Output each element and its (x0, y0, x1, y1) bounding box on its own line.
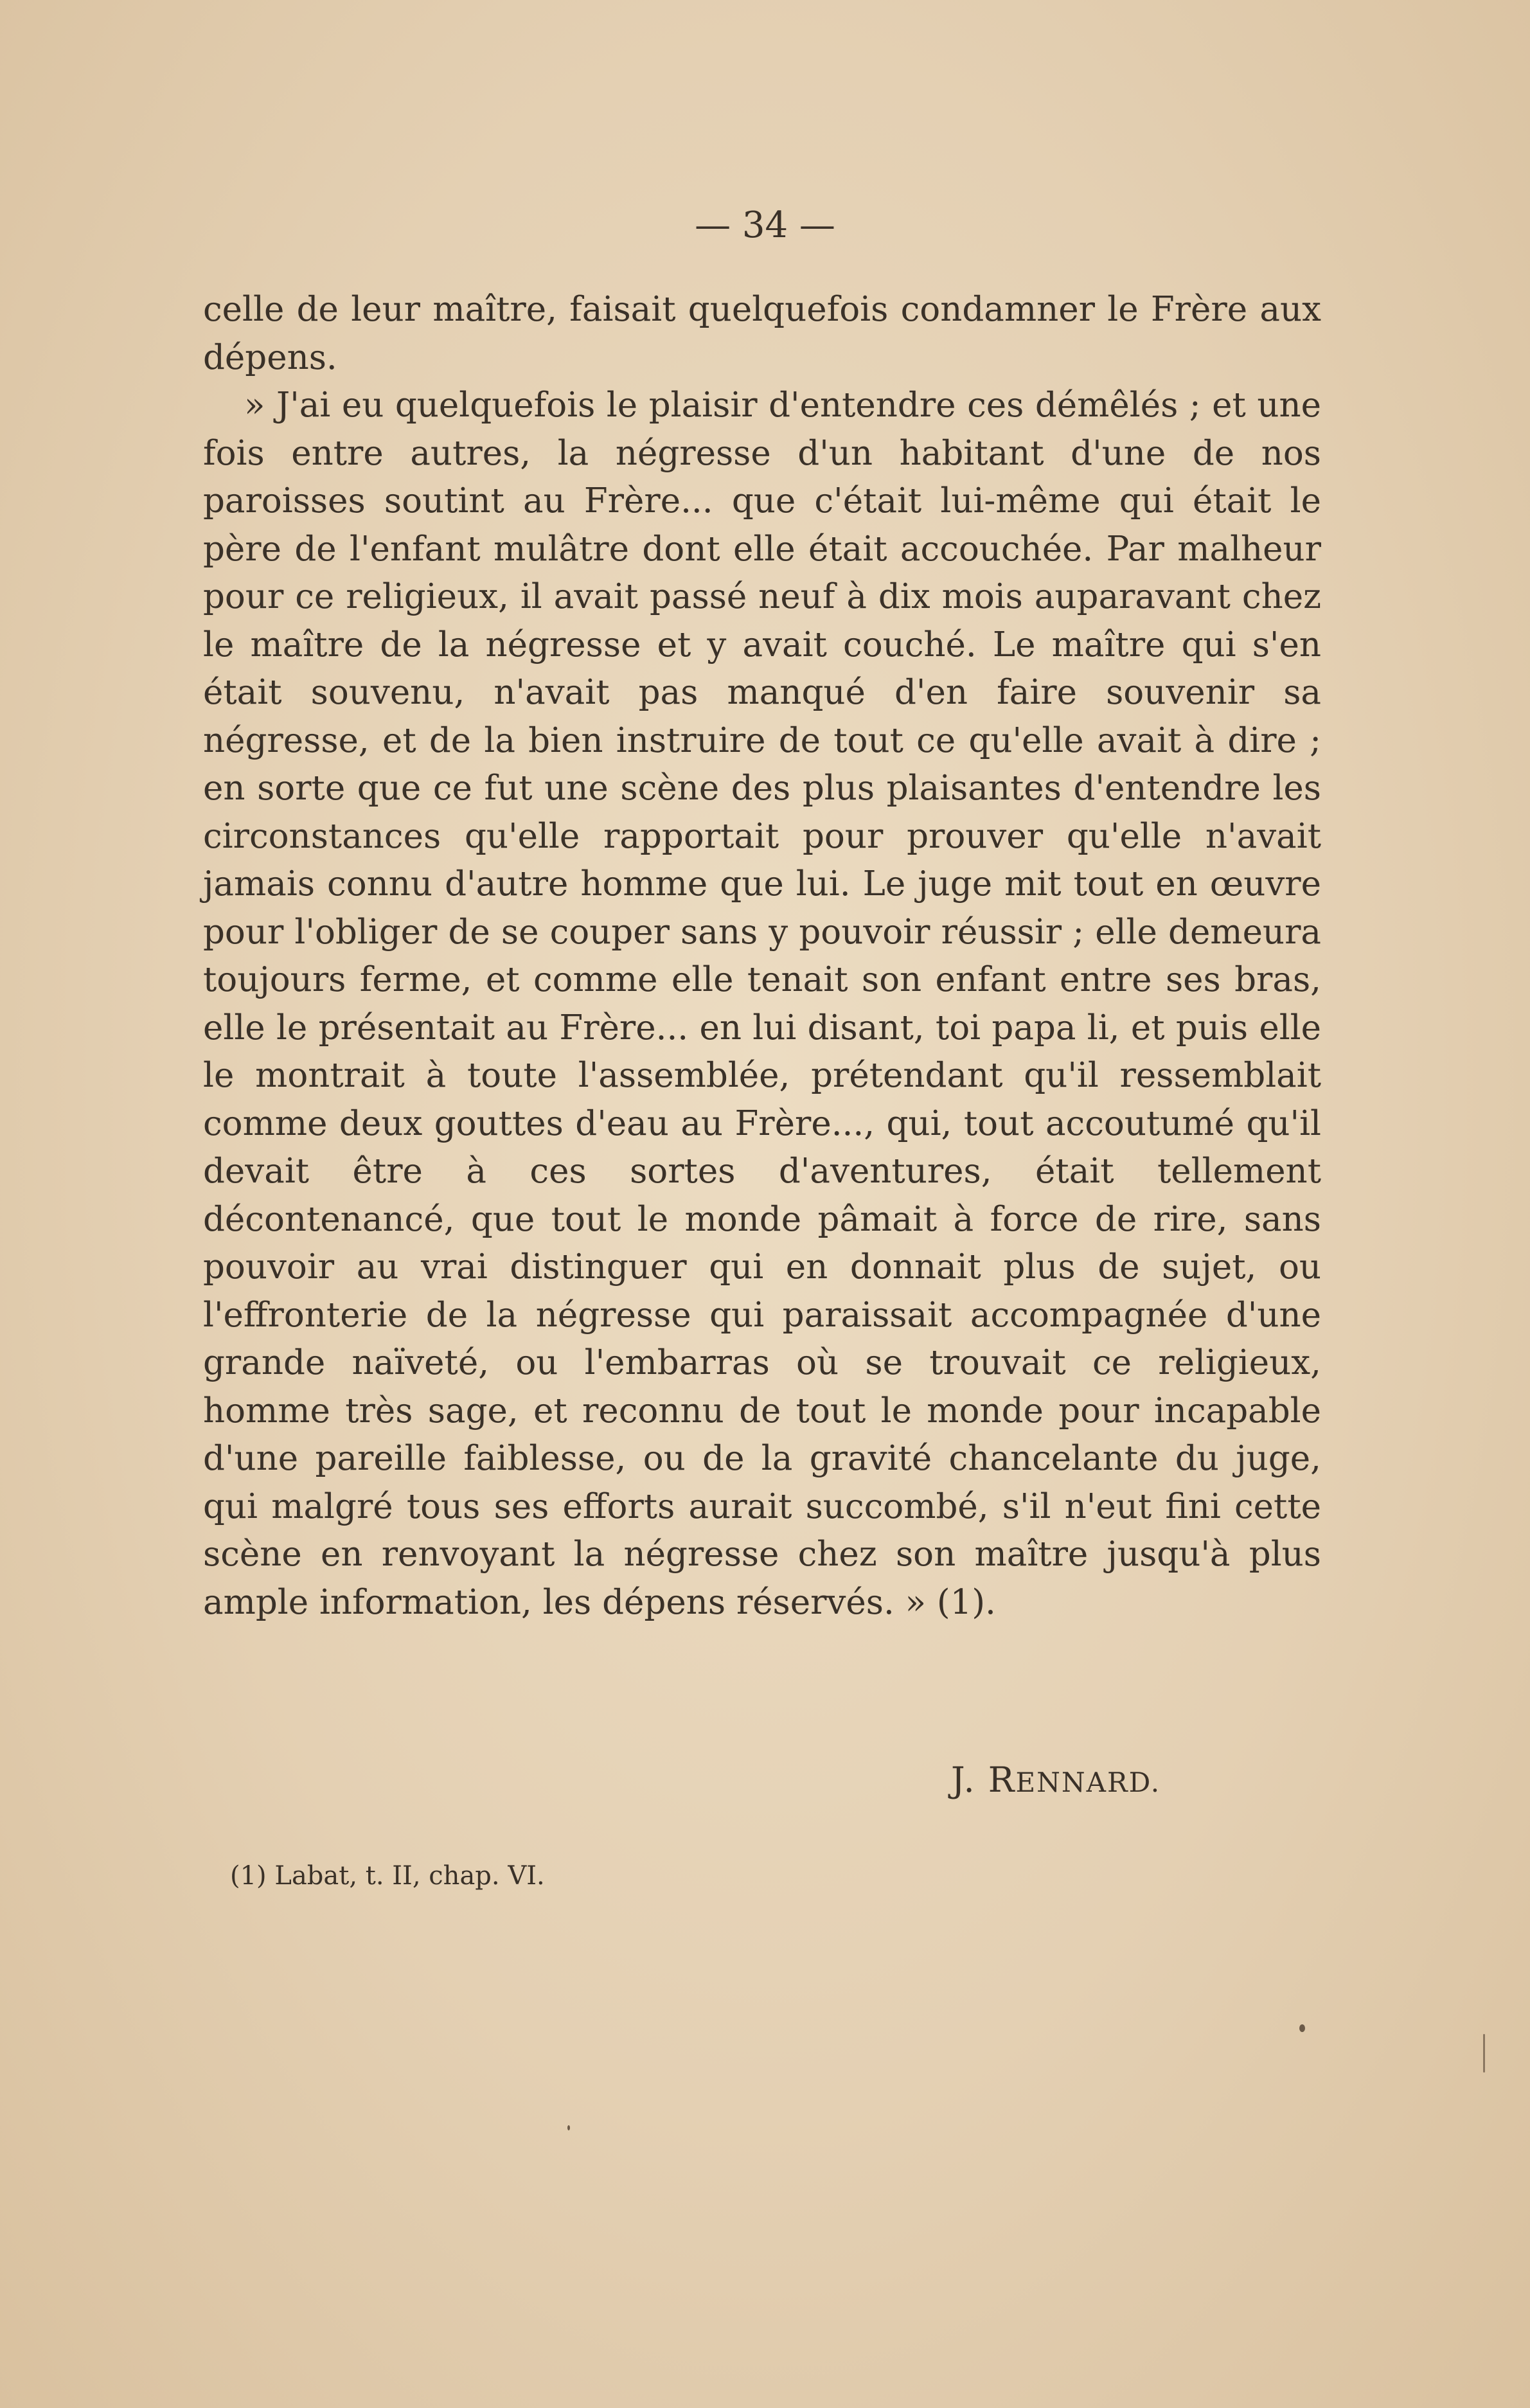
author-signature (951, 1760, 1161, 1800)
main-text (203, 286, 1321, 1627)
signature-initial: J. (951, 1760, 976, 1800)
paper-speck (1299, 2024, 1305, 2032)
signature-name-first-letter: R (988, 1760, 1016, 1800)
paragraph-1: celle de leur maître, faisait quelquefois condamner le Frère aux dépens. (203, 290, 1321, 377)
footnote: (1) Labat, t. II, chap. VI. (230, 1861, 545, 1891)
paper-speck (567, 2125, 570, 2130)
paragraph-2: » J'ai eu quelquefois le plaisir d'entendre ces démêlés ; et une fois entre autres, la négresse d'un habitant d'une de nos paroisses soutint au Frère... que c'était lui-même qui était le père de l'enfant mulâtre dont elle était accouchée. Par malheur pour ce religieux, il avait passé neuf à dix mois auparavant chez le maître de la négresse et y avait couché. Le maître qui s'en était souvenu, n'avait pas manqué d'en faire souvenir sa négresse, et de la bien instruire de tout ce qu'elle avait à dire ; en sorte que ce fut une scène des plus plaisantes d'entendre les circonstances qu'elle rapportait pour prouver qu'elle n'avait jamais connu d'autre homme que lui. Le juge mit tout en œuvre pour l'obliger de se couper sans y pouvoir réussir ; elle demeura toujours ferme, et comme elle tenait son enfant entre ses bras, elle le présentait au Frère... en lui disant, toi papa li, et puis elle le montrait à toute l'assemblée, prétendant qu'il ressemblait comme deux gouttes d'eau au Frère..., qui, tout accoutumé qu'il devait être à ces sortes d'aventures, était tellement décontenancé, que tout le monde pâmait à force de rire, sans pouvoir au vrai distinguer qui en donnait plus de sujet, ou l'effronterie de la négresse qui paraissait accompagnée d'une grande naïveté, ou l'embarras où se trouvait ce religieux, homme très sage, et reconnu de tout le monde pour incapable d'une pareille faiblesse, ou de la gravité chancelante du juge, qui malgré tous ses efforts aurait succombé, s'il n'eut fini cette scène en renvoyant la négresse chez son maître jusqu'à plus ample information, les dépens réservés. » (1). (203, 386, 1321, 1622)
paper-speck (1483, 2034, 1485, 2073)
signature-name-rest: ENNARD. (1015, 1767, 1161, 1798)
page-number: — 34 — (695, 204, 835, 246)
